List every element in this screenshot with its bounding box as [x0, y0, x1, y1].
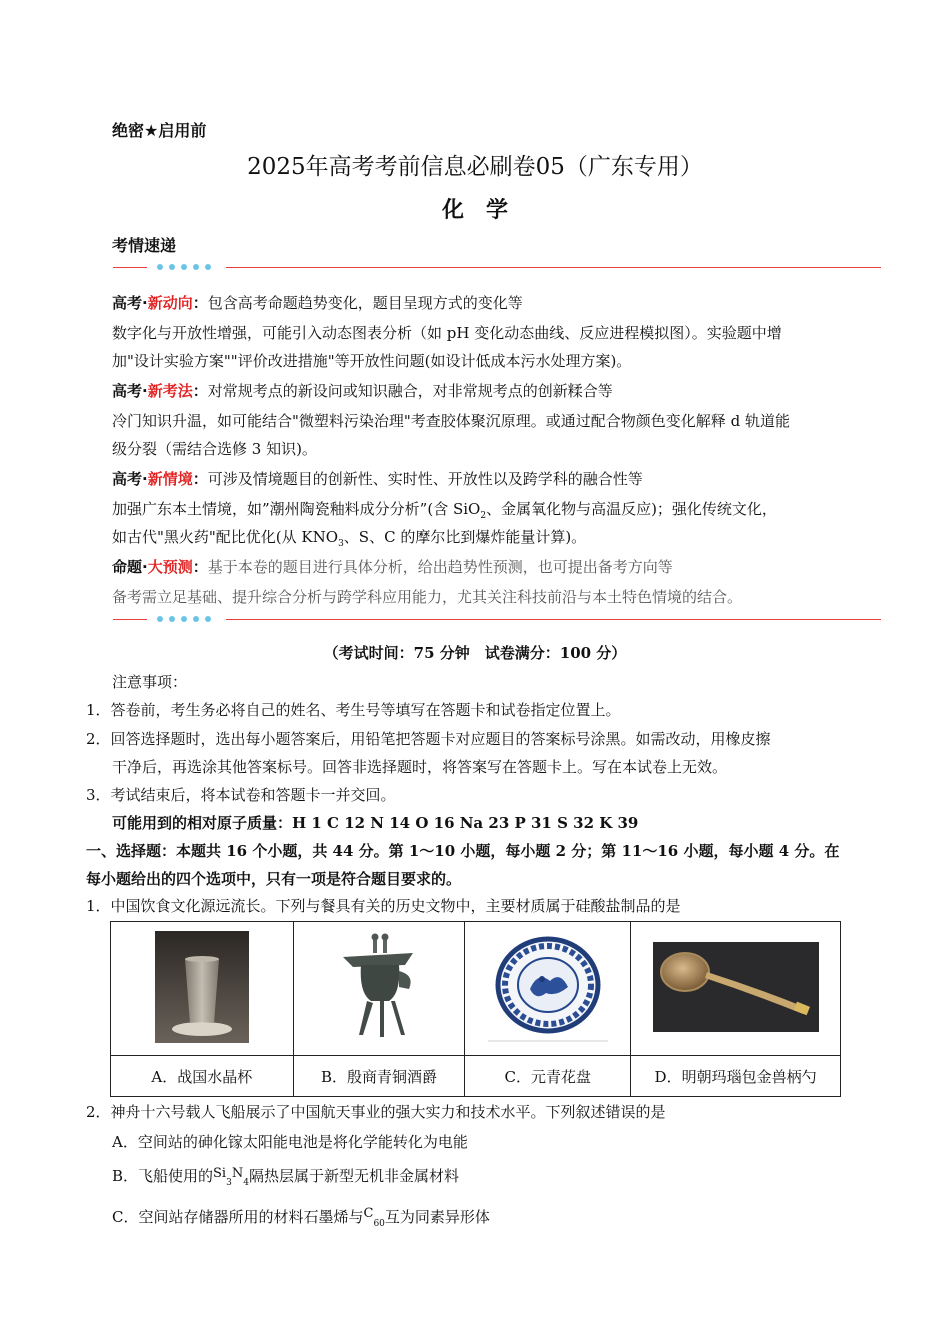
- divider-dots: [157, 264, 211, 270]
- divider-left: [113, 619, 147, 620]
- subject-title: 化 学: [441, 198, 508, 223]
- exam-info: （考试时间：75 分钟 试卷满分：100 分）: [323, 644, 627, 662]
- question-2-option-b: B．飞船使用的$Si_3N_4$隔热层属于新型无机非金属材料: [112, 1166, 459, 1188]
- image-cell: [631, 922, 841, 1056]
- crystal-cup-image: [155, 931, 249, 1043]
- trend-heading: 高考·新考法：对常规考点的新设问或知识融合，对非常规考点的创新糅合等: [112, 382, 613, 400]
- question-2-stem: 2．神舟十六号载人飞船展示了中国航天事业的强大实力和技术水平。下列叙述错误的是: [86, 1103, 666, 1121]
- trend-heading: 高考·新情境：可涉及情境题目的创新性、实时性、开放性以及跨学科的融合性等: [112, 470, 643, 488]
- divider-right: [226, 267, 881, 268]
- trend-text: 数字化与开放性增强，可能引入动态图表分析（如 pH 变化动态曲线、反应进程模拟图）。实验题中增: [112, 324, 782, 342]
- trend-text: 级分裂（需结合选修 3 知识)。: [112, 440, 317, 458]
- trend-text: 如古代"黑火药"配比优化(从 $KNO_3$、S、C 的摩尔比到爆炸能量计算)。: [112, 528, 587, 549]
- page-title: 2025年高考考前信息必刷卷05（广东专用）: [247, 154, 703, 180]
- option-b-label: B．殷商青铜酒爵: [293, 1056, 465, 1097]
- image-cell: [293, 922, 465, 1056]
- image-cell: [111, 922, 294, 1056]
- question-2-option-c: C．空间站存储器所用的材料石墨烯与$C_{60}$互为同素异形体: [112, 1206, 490, 1229]
- divider-right: [226, 619, 881, 620]
- question-1-stem: 1．中国饮食文化源远流长。下列与餐具有关的历史文物中，主要材质属于硅酸盐制品的是: [86, 897, 681, 915]
- atomic-mass: 可能用到的相对原子质量：H 1 C 12 N 14 O 16 Na 23 P 31 S 32 K 39: [112, 814, 639, 832]
- trend-heading: 高考·新动向：包含高考命题趋势变化，题目呈现方式的变化等: [112, 294, 523, 312]
- divider-dots: [157, 616, 211, 622]
- note-item: 3．考试结束后，将本试卷和答题卡一并交回。: [86, 786, 396, 804]
- bronze-jue-image: [333, 931, 425, 1043]
- question-2-option-a: A．空间站的砷化镓太阳能电池是将化学能转化为电能: [112, 1133, 468, 1151]
- agate-spoon-image: [653, 942, 819, 1032]
- note-item: 2．回答选择题时，选出每小题答案后，用铅笔把答题卡对应题目的答案标号涂黑。如需改动，用橡皮擦: [86, 730, 771, 748]
- section-title: 考情速递: [112, 236, 177, 255]
- part-heading: 一、选择题：本题共 16 个小题，共 44 分。第 1～10 小题，每小题 2 分；第 11～16 小题，每小题 4 分。在: [86, 842, 840, 860]
- note-item: 1．答卷前，考生务必将自己的姓名、考生号等填写在答题卡和试卷指定位置上。: [86, 701, 621, 719]
- trend-text: 加"设计实验方案""评价改进措施"等开放性问题(如设计低成本污水处理方案)。: [112, 352, 632, 370]
- note-item-cont: 干净后，再选涂其他答案标号。回答非选择题时，将答案写在答题卡上。写在本试卷上无效。: [112, 758, 728, 776]
- trend-text: 冷门知识升温，如可能结合"微塑料污染治理"考查胶体聚沉原理。或通过配合物颜色变化解释 d 轨道能: [112, 412, 790, 430]
- trend-text: 备考需立足基础、提升综合分析与跨学科应用能力，尤其关注科技前沿与本土特色情境的结合。: [112, 588, 743, 606]
- trend-heading: 命题·大预测：基于本卷的题目进行具体分析，给出趋势性预测，也可提出备考方向等: [112, 558, 673, 576]
- divider-left: [113, 267, 147, 268]
- image-cell: [465, 922, 631, 1056]
- option-d-label: D．明朝玛瑙包金兽柄勺: [631, 1056, 841, 1097]
- notes-title: 注意事项：: [112, 673, 188, 691]
- trend-text: 加强广东本土情境，如”潮州陶瓷釉料成分分析”(含 SiO$_2$、金属氧化物与高温反应)；强化传统文化，: [112, 500, 777, 521]
- blue-white-plate-image: [486, 931, 610, 1043]
- option-c-label: C．元青花盘: [465, 1056, 631, 1097]
- option-a-label: A．战国水晶杯: [111, 1056, 294, 1097]
- question-1-table: [110, 921, 841, 1097]
- part-heading: 每小题给出的四个选项中，只有一项是符合题目要求的。: [86, 870, 462, 888]
- secret-mark: 绝密★启用前: [112, 121, 207, 140]
